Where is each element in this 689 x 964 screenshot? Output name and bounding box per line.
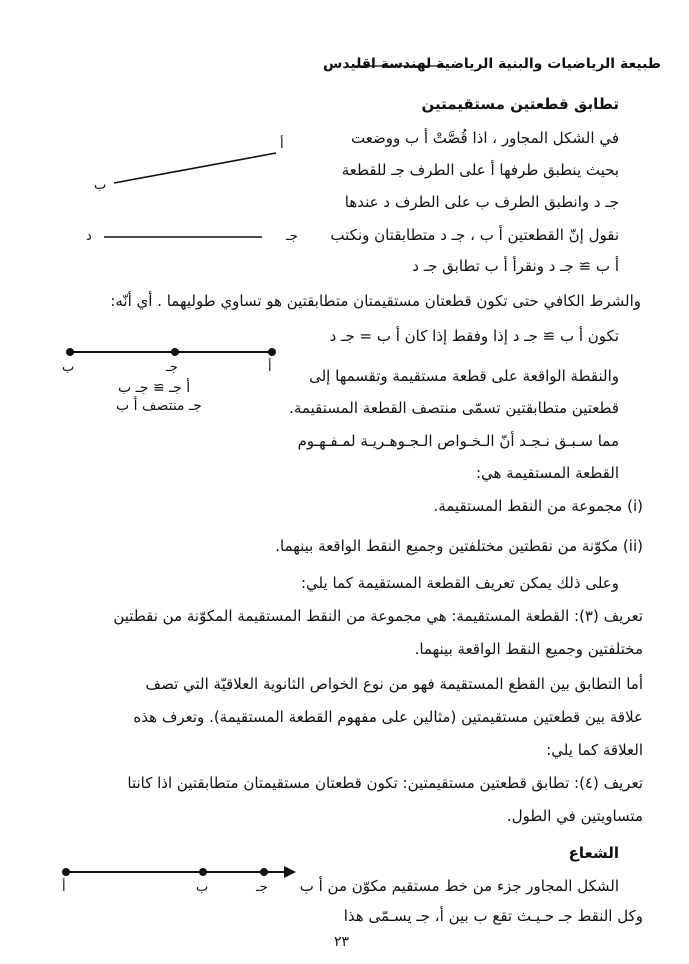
ray-para-line-1: الشكل المجاور جزء من خط مستقيم مكوّن من أ ب [299, 877, 619, 895]
fig1-label-b: ب [94, 178, 107, 193]
fig3-label-b: ب [196, 880, 209, 895]
para1-line-4: نقول إنّ القطعتين أ ب ، جـ د متطابقتان ونكتب [330, 226, 619, 244]
congruence-condition: تكون أ ب ≅ جـ د إذا وفقط إذا كان أ ب = جـ د [329, 327, 619, 345]
para3-line-1: والنقطة الواقعة على قطعة مستقيمة وتقسمها إلى [309, 367, 619, 385]
para4-line-1: مما سـبـق نـجـد أنّ الـخـواص الـجـوهـريـة لمـفـهـوم [297, 432, 619, 450]
ray-point-j [260, 868, 268, 876]
section-heading-ray: الشعاع [568, 844, 619, 862]
para1-line-1: في الشكل المجاور ، اذا قُصَّتْ أ ب ووضعت [351, 129, 619, 147]
fig2-label-b: ب [62, 360, 75, 375]
definition3-line-1: تعريف (٣): القطعة المستقيمة: هي مجموعة من النقط المستقيمة المكوّنة من نقطتين [113, 607, 643, 625]
property-item-1: (i) مجموعة من النقط المستقيمة. [433, 497, 643, 515]
para5: وعلى ذلك يمكن تعريف القطعة المستقيمة كما يلي: [300, 574, 619, 592]
para1-line-3: جـ د وانطبق الطرف ب على الطرف د عندها [344, 193, 619, 211]
page-number: ٢٣ [334, 934, 350, 950]
ray-point-a [62, 868, 70, 876]
ray-point-b [199, 868, 207, 876]
para1-line-5: أ ب ≅ جـ د ونقرأ أ ب تطابق جـ د [412, 257, 619, 275]
fig1-label-j: جـ [286, 229, 298, 244]
ray-para-line-2: وكل النقط جـ حـيـث تقع ب بين أ، جـ يسـمّى هذا [343, 907, 643, 925]
definition3-line-2: مختلفتين وجميع النقط الواقعة بينهما. [414, 640, 643, 658]
ray-arrowhead [284, 866, 296, 878]
para1-line-2: بحيث ينطبق طرفها أ على الطرف جـ للقطعة [341, 161, 619, 179]
para6-line-2: علاقة بين قطعتين مستقيمتين (مثالين على مفهوم القطعة المستقيمة). وتعرف هذه [133, 708, 643, 726]
para6-line-3: العلاقة كما يلي: [546, 741, 643, 759]
fig1-label-d: د [86, 229, 92, 244]
fig2-label-j: جـ [166, 360, 178, 375]
para6-line-1: أما التطابق بين القطع المستقيمة فهو من نوع الخواص الثانوية العلاقيّة التي تصف [145, 675, 643, 693]
fig3-label-j: جـ [256, 880, 268, 895]
fig3-label-a: أ [62, 880, 66, 895]
definition4-line-2: متساويتين في الطول. [506, 807, 643, 825]
fig2-caption-2: جـ منتصف أ ب [116, 398, 202, 414]
para3-line-2: قطعتين متطابقتين تسمّى منتصف القطعة المستقيمة. [289, 399, 619, 417]
fig2-caption-1: أ جـ ≅ جـ ب [118, 380, 191, 396]
definition4-line-1: تعريف (٤): تطابق قطعتين مستقيمتين: تكون قطعتان مستقيمتان متطابقتين اذا كانتا [127, 774, 643, 792]
header-title: طبيعة الرياضيات والبنية الرياضية لهندسة اقليدس [323, 56, 661, 72]
section-heading-congruence: تطابق قطعتين مستقيمتين [421, 95, 619, 113]
fig2-label-a: أ [268, 360, 272, 375]
fig1-label-a: أ [280, 137, 284, 152]
property-item-2: (ii) مكوّنة من نقطتين مختلفتين وجميع النقط الواقعة بينهما. [275, 537, 643, 555]
para4-line-2: القطعة المستقيمة هي: [475, 464, 619, 482]
para2: والشرط الكافي حتى تكون قطعتان مستقيمتان متطابقتين هو تساوي طوليهما . أي أنّه: [110, 292, 641, 310]
